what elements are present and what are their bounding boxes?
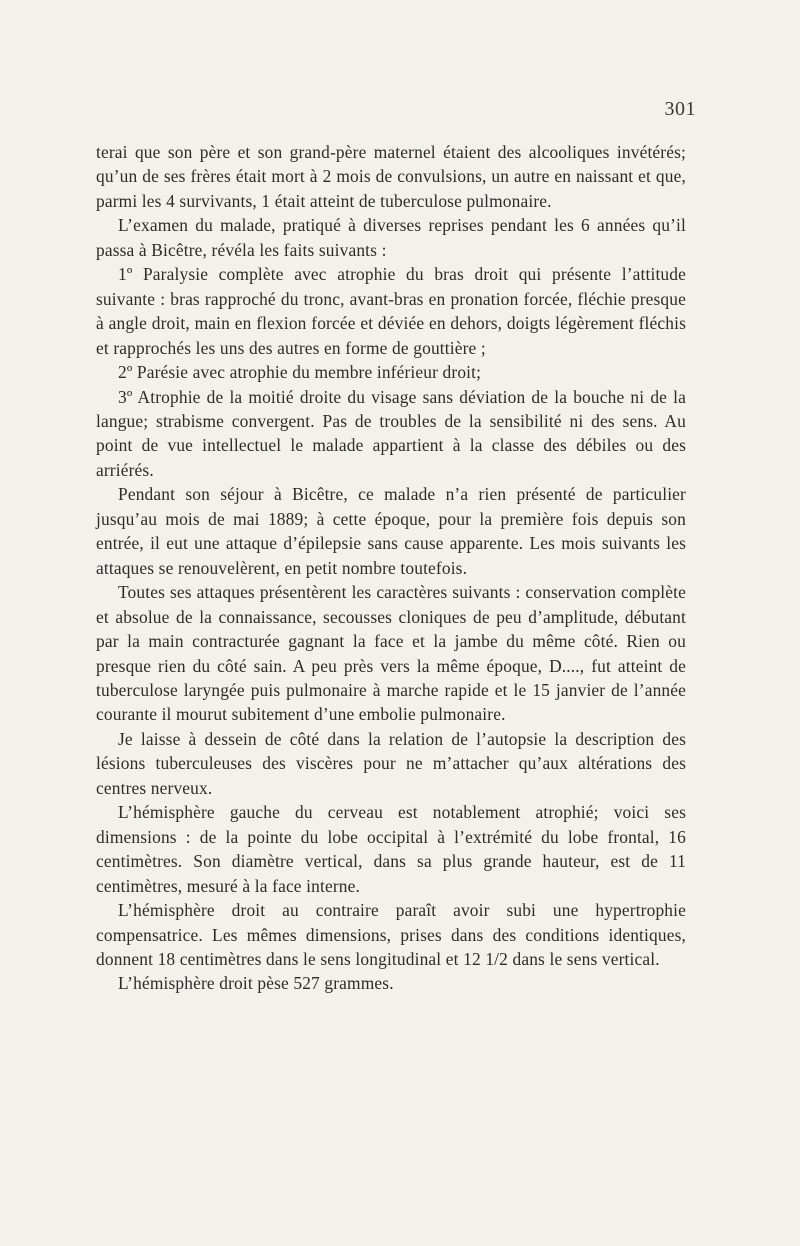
paragraph-finding-1: 1º Paralysie complète avec atrophie du bras droit qui présente l’attitude suivante : bras rapproché du tronc, avant-bras en pronation forcée, fléchie presque à angle droit, main en flexion forcée et déviée en dehors, doigts légèrement fléchis et rapprochés les uns des autres en forme de gouttière ; bbox=[96, 264, 686, 358]
paragraph-left-hemisphere: L’hémisphère gauche du cerveau est notablement atrophié; voici ses dimensions : de la pointe du lobe occipital à l’extrémité du lobe frontal, 16 centimètres. Son diamètre vertical, dans sa plus grande hauteur, est de 11 centimètres, mesuré à la face interne. bbox=[96, 802, 686, 896]
paragraph-attacks: Toutes ses attaques présentèrent les caractères suivants : conservation complète et absolue de la connaissance, secousses cloniques de peu d’amplitude, débutant par la main contracturée gagnant la face et la jambe du même côté. Rien ou presque rien du côté sain. A peu près vers la même époque, D...., fut atteint de tuberculose laryngée puis pulmonaire à marche rapide et le 15 janvier de l’année courante il mourut subitement d’une embolie pulmonaire. bbox=[96, 582, 686, 725]
paragraph-family-history: terai que son père et son grand-père maternel étaient des alcooliques invétérés; qu’un de ses frères était mort à 2 mois de convulsions, un autre en naissant et que, parmi les 4 survivants, 1 était atteint de tuberculose pulmonaire. bbox=[96, 142, 686, 211]
paragraph-right-hemisphere-weight: L’hémisphère droit pèse 527 grammes. bbox=[118, 973, 394, 994]
paragraph-stay-at-bicetre: Pendant son séjour à Bicêtre, ce malade n’a rien présenté de particulier jusqu’au mois de mai 1889; à cette époque, pour la première fois depuis son entrée, il eut une attaque d’épilepsie sans cause apparente. Les mois suivants les attaques se renouvelèrent, en petit nombre toutefois. bbox=[96, 484, 686, 578]
paragraph-right-hemisphere: L’hémisphère droit au contraire paraît avoir subi une hypertrophie compensatrice. Les mêmes dimensions, prises dans des conditions identiques, donnent 18 centimètres dans le sens longitudinal et 12 1/2 dans le sens vertical. bbox=[96, 900, 686, 969]
body-text bbox=[96, 140, 686, 996]
paragraph-finding-2: 2º Parésie avec atrophie du membre inférieur droit; bbox=[118, 362, 482, 383]
paragraph-autopsy-scope: Je laisse à dessein de côté dans la relation de l’autopsie la description des lésions tuberculeuses des viscères pour ne m’attacher qu’aux altérations des centres nerveux. bbox=[96, 728, 686, 798]
page-number: 301 bbox=[664, 98, 696, 120]
paragraph-finding-3: 3º Atrophie de la moitié droite du visage sans déviation de la bouche ni de la langue; strabisme convergent. Pas de troubles de la sensibilité ni des sens. Au point de vue intellectuel le malade appartient à la classe des débiles ou des arriérés. bbox=[96, 386, 686, 480]
paragraph-examination-intro: L’examen du malade, pratiqué à diverses reprises pendant les 6 années qu’il passa à Bicêtre, révéla les faits suivants : bbox=[96, 215, 686, 260]
